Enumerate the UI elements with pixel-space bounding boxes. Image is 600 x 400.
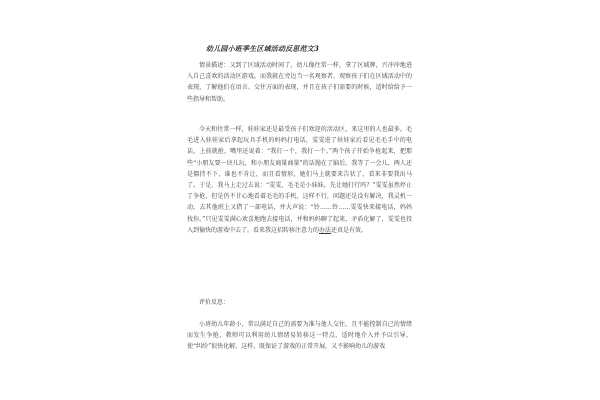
- paragraph-story: [187, 124, 412, 236]
- paragraph-story-tail: 还真是有效。: [331, 226, 368, 234]
- paragraph-story-text: 今天和往常一样，娃娃家还是最受孩子们欢迎的活动区，来这里的人也最多。毛毛进入娃娃家后拿起玩具手机的妈妈打电话，雯雯进了娃娃家后看见毛毛手中的电话，上前就抢，嘴里还说着：“我打一个，我打一个。”两个孩子开始争抢起来，把那些“小朋友要一块儿玩，和小朋友商量商量”的话抛在了脑后。我等了一会儿，两人还是僵持不下，谁也不肯让，而且看情形，她们马上就要来告状了，看来非要我出马了。于是，我马上走过去说：“雯雯，毛毛是小妹妹，先让她打行吗？”雯雯虽然停止了争抢，但是仍不甘心地看着毛毛的手机，这样不行，问题还是没有解决，我灵机一动，去其他班上又借了一部电话，并大声说：“铃……铃……雯雯快来接电话，妈妈找你。”只见雯雯满心欢喜地跑去接电话，并和妈妈聊了起来，矛盾化解了，雯雯也投入到愉快的游戏中去了。看来我这招转移注意力的: [187, 126, 412, 234]
- paragraph-reflection-heading: 评价反思：: [199, 299, 230, 306]
- paragraph-situation: 情景描述：又到了区域活动时间了，幼儿像往常一样，拿了区域牌，兴冲冲地进入自己喜欢的活动区游戏。而我就在旁边当一名观察者，观察孩子们在区域活动中的表现，了解他们在语言、交往方面的表现，并且在孩子们需要的时候，适时给给予一些指导和帮助。: [187, 62, 412, 103]
- method-link[interactable]: 办法: [319, 226, 332, 234]
- paragraph-reflection: 小班幼儿年龄小，常以满足自己的需要为准与他人交往，且不能控制自己的情绪而发生争抢，教师可以利用幼儿情绪易转移这一特点，适时地介入并予以引导，使“纠纷”很快化解。这样，既保证了游戏的正常开展，又不影响幼儿的游戏: [187, 321, 412, 351]
- document-title: 幼儿园小班季生区域活动反思范文3: [206, 44, 320, 53]
